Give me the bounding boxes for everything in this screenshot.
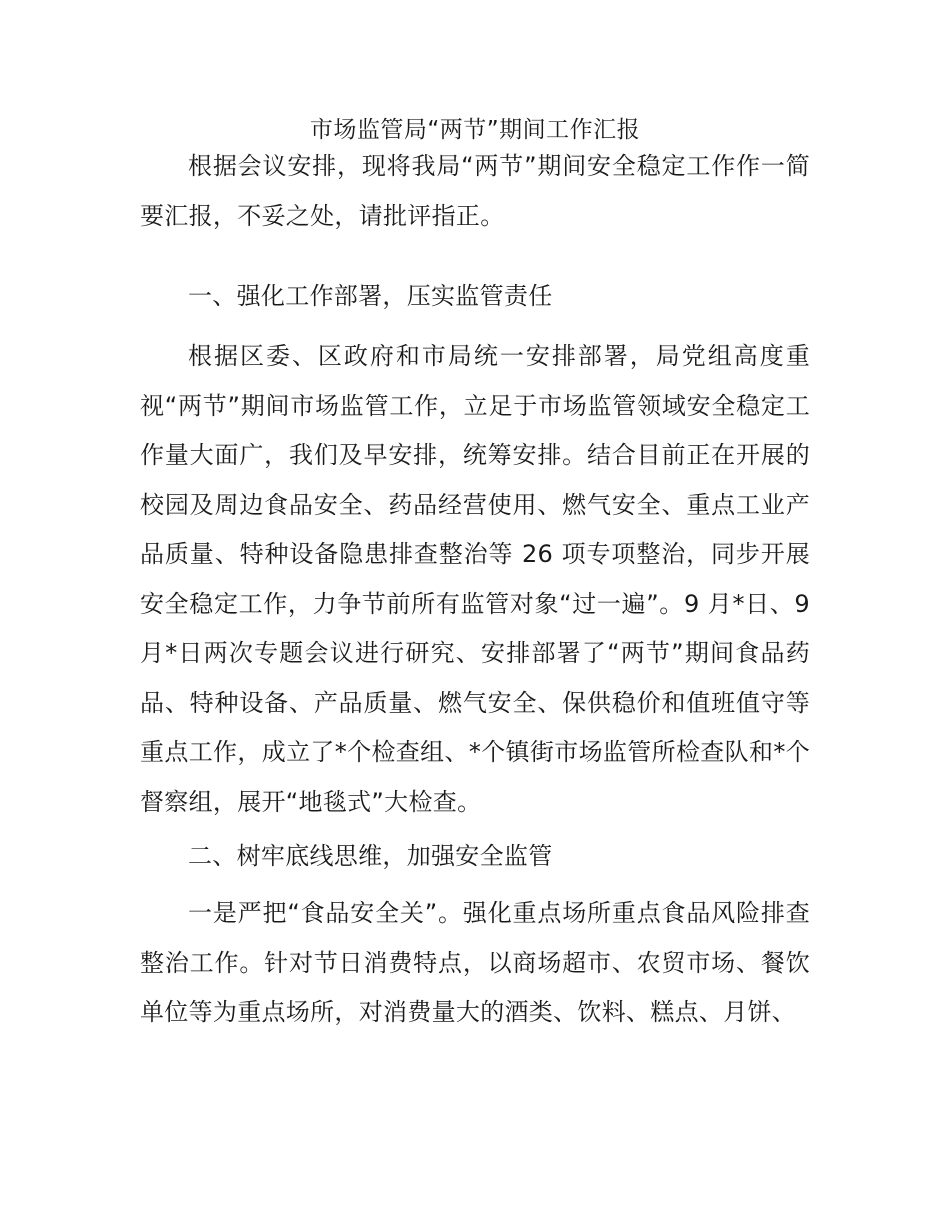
section-heading-2: 二、树牢底线思维，加强安全监管 [188, 842, 553, 870]
intro-paragraph: 根据会议安排，现将我局“两节”期间安全稳定工作作一简要汇报，不妥之处，请批评指正。 [140, 152, 810, 230]
section-heading-1: 一、强化工作部署，压实监管责任 [188, 282, 553, 310]
document-title: 市场监管局“两节”期间工作汇报 [309, 117, 641, 143]
section-1-paragraph: 根据区委、区政府和市局统一安排部署，局党组高度重视“两节”期间市场监管工作，立足于市场监管领域安全稳定工作量大面广，我们及早安排，统筹安排。结合目前正在开展的校园及周边食品安全、药品经营使用、燃气安全、重点工业产品质量、特种设备隐患排查整治等 26 项专项整治，同步开展安全稳定工作，力争节前所有监管对象“过一遍”。9 月*日、9 月*日两次专题会议进行研究、安排部署了“两节”期间食品药品、特种设备、产品质量、燃气安全、保供稳价和值班值守等重点工作，成立了*个检查组、*个镇街市场监管所检查队和*个督察组，展开“地毯式”大检查。 [140, 342, 810, 816]
section-2-paragraph: 一是严把“食品安全关”。强化重点场所重点食品风险排查整治工作。针对节日消费特点，以商场超市、农贸市场、餐饮单位等为重点场所，对消费量大的酒类、饮料、糕点、月饼、 [140, 899, 810, 1026]
